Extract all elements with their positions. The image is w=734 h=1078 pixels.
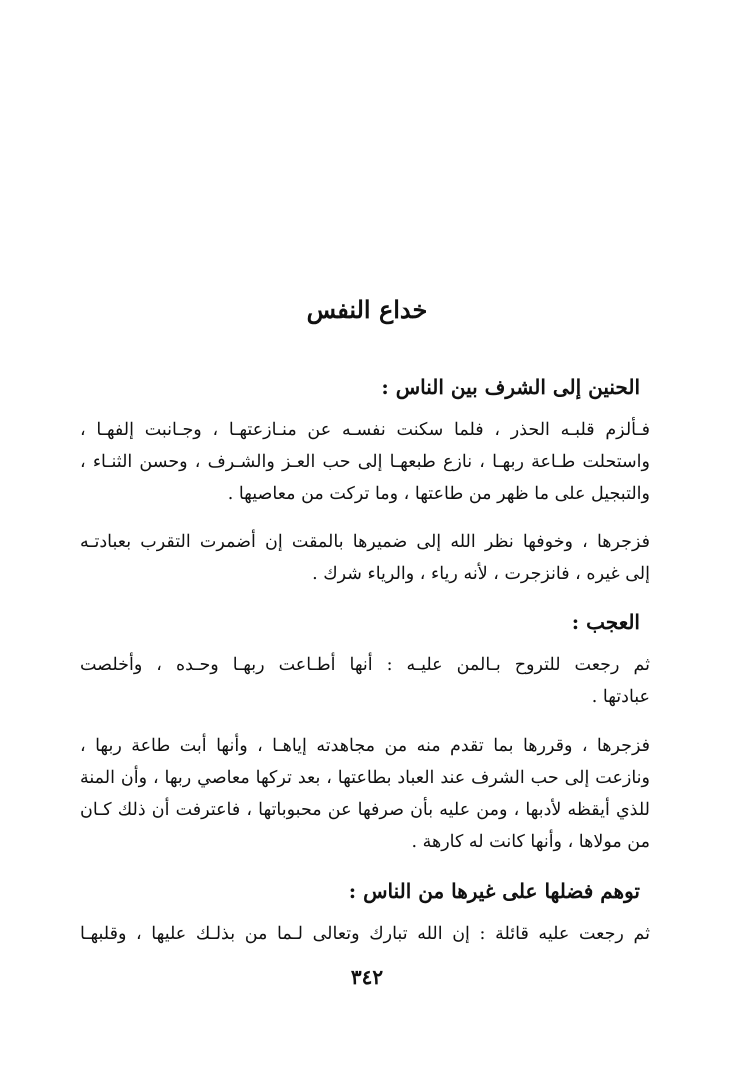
text-line: إلى غيره ، فانزجرت ، لأنه رياء ، والرياء شرك . [312, 564, 650, 584]
text-line: واستحلت طـاعة ربهـا ، نازع طبعهـا إلى حب العـز والشـرف ، وحسن الثنـاء ، [80, 452, 650, 472]
chapter-title: خداع النفس [306, 295, 428, 324]
text-line: من مولاها ، وأنها كانت له كارهة . [411, 832, 650, 852]
text-line: ثم رجعت عليه قائلة : إن الله تبارك وتعالى لـما من بذلـك عليها ، وقلبهـا [80, 924, 650, 944]
text-line: والتبجيل على ما ظهر من طاعتها ، وما تركت من معاصيها . [227, 484, 650, 504]
section-heading-yearning-honor: الحنين إلى الشرف بين الناس : [381, 375, 640, 399]
text-line: فزجرها ، وقررها بما تقدم منه من مجاهدته إياهـا ، وأنها أبت طاعة ربها ، [80, 736, 650, 756]
paragraph-4 [80, 730, 650, 858]
section-heading-superiority-illusion: توهم فضلها على غيرها من الناس : [348, 879, 640, 903]
page-number: ٣٤٢ [350, 965, 384, 989]
text-line: للذي أيقظه لأدبها ، ومن عليه بأن صرفها عن محبوباتها ، فاعترفت أن ذلك كـان [80, 800, 650, 820]
paragraph-2 [80, 526, 650, 590]
text-line: ثم رجعت للتروح بـالمن عليـه : أنها أطـاعت ربهـا وحـده ، وأخلصت [80, 655, 650, 675]
paragraph-1 [80, 414, 650, 510]
text-line: ونازعت إلى حب الشرف عند العباد بطاعتها ، بعد تركها معاصي ربها ، وأن المنة [80, 768, 650, 788]
text-line: عبادتها . [591, 687, 650, 707]
paragraph-5 [80, 918, 650, 950]
paragraph-3 [80, 649, 650, 713]
section-heading-vanity: العجب : [571, 610, 640, 634]
text-line: فزجرها ، وخوفها نظر الله إلى ضميرها بالمقت إن أضمرت التقرب بعبادتـه [80, 532, 650, 552]
text-line: فـألزم قلبـه الحذر ، فلما سكنت نفسـه عن منـازعتهـا ، وجـانبت إلفهـا ، [80, 420, 650, 440]
